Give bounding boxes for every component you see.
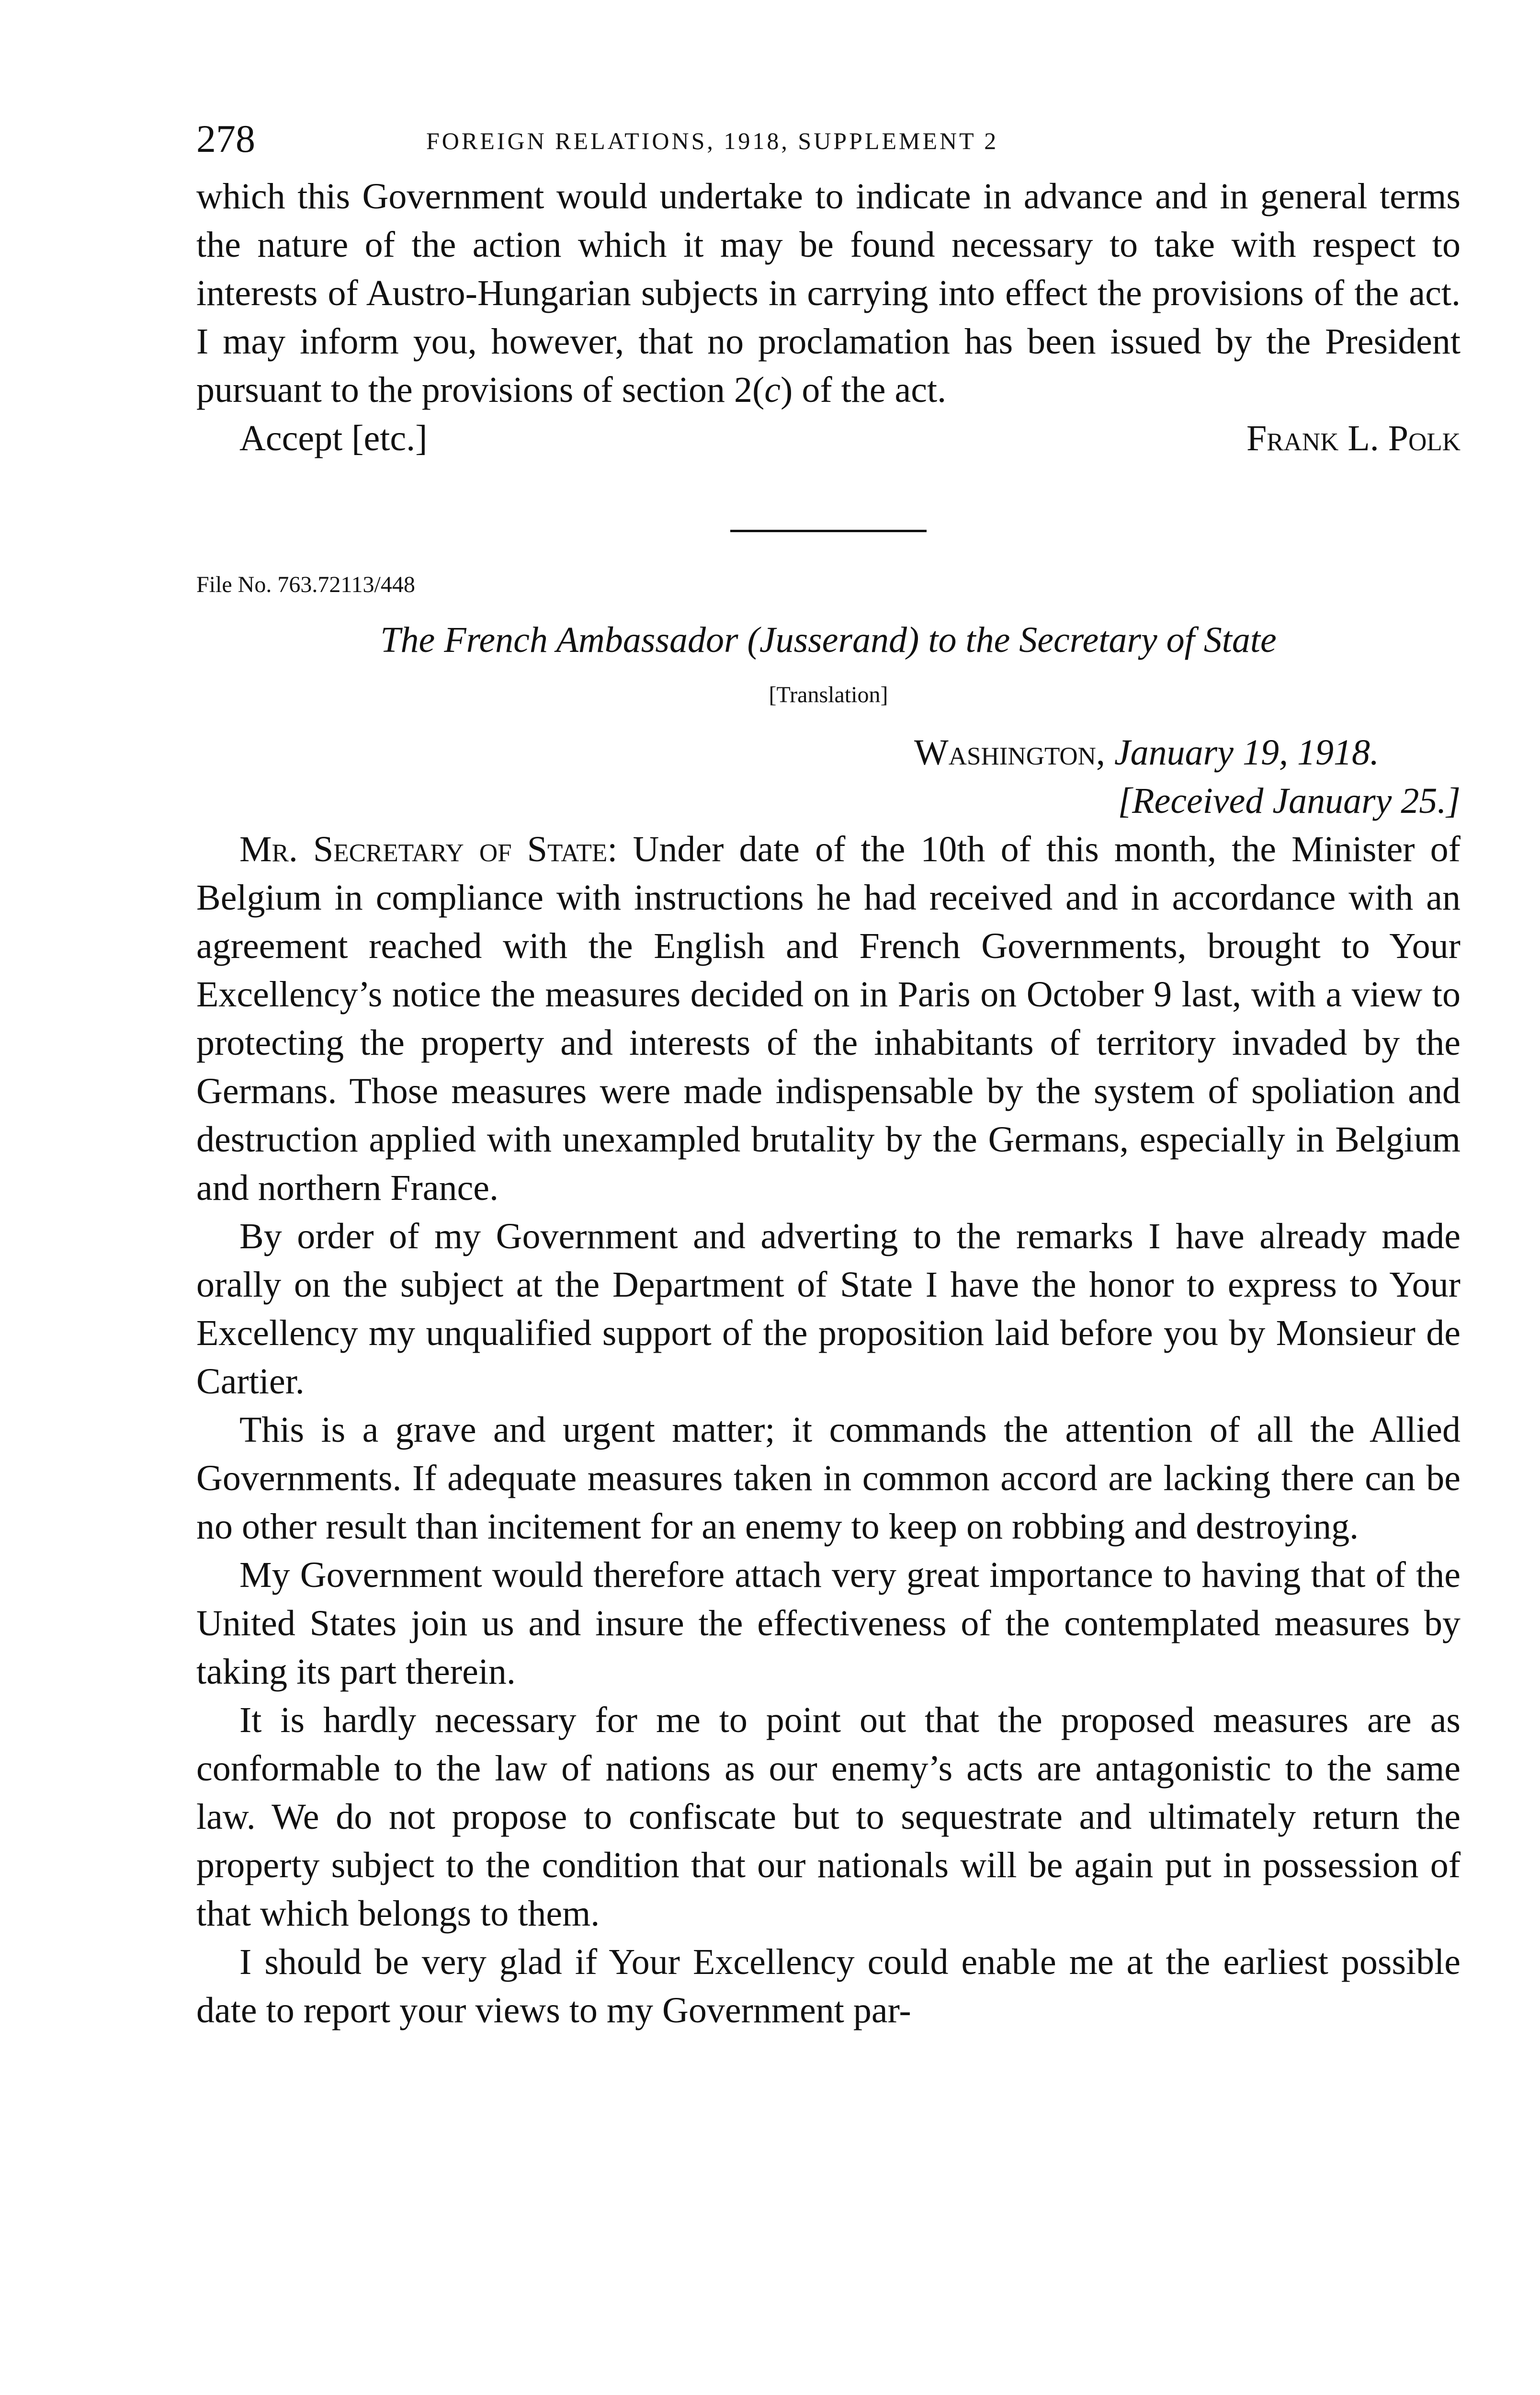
closing-phrase: Accept [etc.] bbox=[239, 418, 428, 458]
document-page bbox=[196, 115, 1461, 2035]
section-divider bbox=[730, 530, 927, 532]
paragraph-3: This is a grave and urgent matter; it commands the attention of all the Allied Governments. If adequate measures taken in common accord are lacking there can be no other result than incitement for an enemy to keep on robbing and destroying. bbox=[196, 1410, 1461, 1547]
dateline-place: Washington, bbox=[914, 732, 1105, 773]
paragraph-6: I should be very glad if Your Excellency could enable me at the earliest possible date to report your views to my Government par- bbox=[196, 1942, 1461, 2030]
paragraph-4: My Government would therefore attach very great importance to having that of the United States join us and insure the effectiveness of the contemplated measures by taking its part therein. bbox=[196, 1555, 1461, 1692]
letter-body bbox=[196, 825, 1461, 2035]
section-letter: c bbox=[764, 370, 781, 410]
paragraph-2: By order of my Government and adverting to the remarks I have already made orally on the subject at the Department of State I have the honor to express to Your Excellency my unqualified support of the proposition laid before you by Monsieur de Cartier. bbox=[196, 1216, 1461, 1402]
signature: Frank L. Polk bbox=[1246, 418, 1461, 458]
continuation-text-after: of the act. bbox=[793, 370, 947, 410]
continuation-paragraph: which this Government would undertake to indicate in advance and in general terms the nature of the action which it may be found necessary to take with respect to interests of Austro-Hungarian subjects in carrying into effect the provisions of the act. I may inform you, however, that no proclamation has been issued by the President pursuant to the provisions of section 2(c) of the act. bbox=[196, 176, 1461, 410]
paragraph-1 bbox=[196, 825, 1461, 1212]
dateline-date: January 19, 1918. bbox=[1114, 732, 1379, 773]
document-title: The French Ambassador (Jusserand) to the Secretary of State bbox=[380, 620, 1277, 660]
received-date: [Received January 25.] bbox=[1118, 781, 1461, 821]
running-head bbox=[196, 115, 1461, 168]
paragraph-1-text: Under date of the 10th of this month, the Minister of Belgium in compliance with instructions he had received and in accordance with an agreement reached with the English and French Governments, brought to Your Excellency’s notice the measures decided on in Paris on October 9 last, with a view to protecting the property and interests of the inhabitants of territory invaded by the Germans. Those measures were made indispensable by the system of spoliation and destruction applied with unexampled brutality by the Germans, especially in Belgium and northern France. bbox=[196, 829, 1461, 1208]
salutation: Mr. Secretary of State: bbox=[239, 829, 618, 869]
translation-note: [Translation] bbox=[769, 682, 888, 707]
dateline bbox=[196, 729, 1461, 777]
continuation-text-before: which this Government would undertake to indicate in advance and in general terms the nature of the action which it may be found necessary to take with respect to interests of Austro-Hungarian subjects in carrying into effect the provisions of the act. I may inform you, however, that no proclamation has been issued by the President pursuant to the provisions of section 2 bbox=[196, 176, 1461, 410]
closing-row bbox=[196, 414, 1461, 463]
continuation-text bbox=[196, 172, 1461, 414]
file-number: File No. 763.72113/448 bbox=[196, 572, 415, 597]
paragraph-5: It is hardly necessary for me to point out that the proposed measures are as conformable to the law of nations as our enemy’s acts are antagonistic to the same law. We do not propose to confiscate but to sequestrate and ultimately return the property subject to the condition that our nationals will be again put in possession of that which belongs to them. bbox=[196, 1700, 1461, 1934]
page-number: 278 bbox=[196, 117, 255, 160]
running-title: FOREIGN RELATIONS, 1918, SUPPLEMENT 2 bbox=[426, 127, 999, 154]
